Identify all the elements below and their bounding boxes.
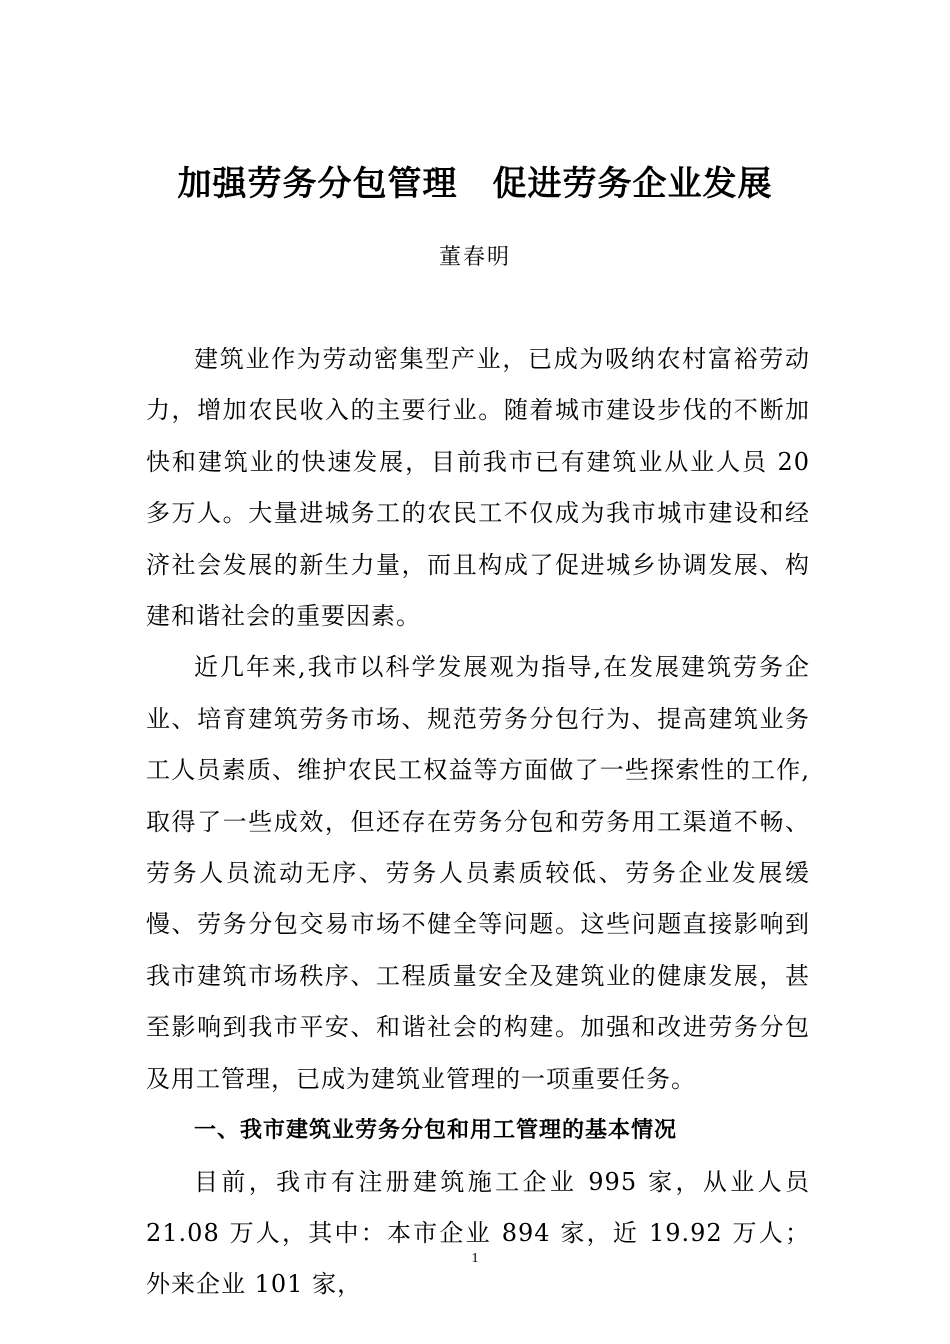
document-title: 加强劳务分包管理 促进劳务企业发展 — [177, 164, 773, 204]
body-paragraph-1: 建筑业作为劳动密集型产业，已成为吸纳农村富裕劳动力，增加农民收入的主要行业。随着城市建设步伐的不断加快和建筑业的快速发展，目前我市已有建筑业从业人员 20 多万人。大量进城务工的农民工不仅成为我市城市建设和经济社会发展的新生力量，而且构成了促进城乡协调发展、构建和谐社会的重要因素。 — [146, 345, 810, 631]
section-paragraph: 目前，我市有注册建筑施工企业 995 家，从业人员 21.08 万人，其中：本市企业 894 家，近 19.92 万人；外来企业 101 家， — [146, 1167, 810, 1299]
document-body — [146, 334, 810, 1311]
document-author: 董春明 — [438, 245, 511, 270]
section-heading: 一、我市建筑业劳务分包和用工管理的基本情况 — [194, 1118, 678, 1144]
page-number: 1 — [471, 1251, 479, 1266]
body-paragraph-2: 近几年来,我市以科学发展观为指导,在发展建筑劳务企业、培育建筑劳务市场、规范劳务分包行为、提高建筑业务工人员素质、维护农民工权益等方面做了一些探索性的工作,取得了一些成效，但还存在劳务分包和劳务用工渠道不畅、劳务人员流动无序、劳务人员素质较低、劳务企业发展缓慢、劳务分包交易市场不健全等问题。这些问题直接影响到我市建筑市场秩序、工程质量安全及建筑业的健康发展，甚至影响到我市平安、和谐社会的构建。加强和改进劳务分包及用工管理，已成为建筑业管理的一项重要任务。 — [146, 653, 810, 1093]
